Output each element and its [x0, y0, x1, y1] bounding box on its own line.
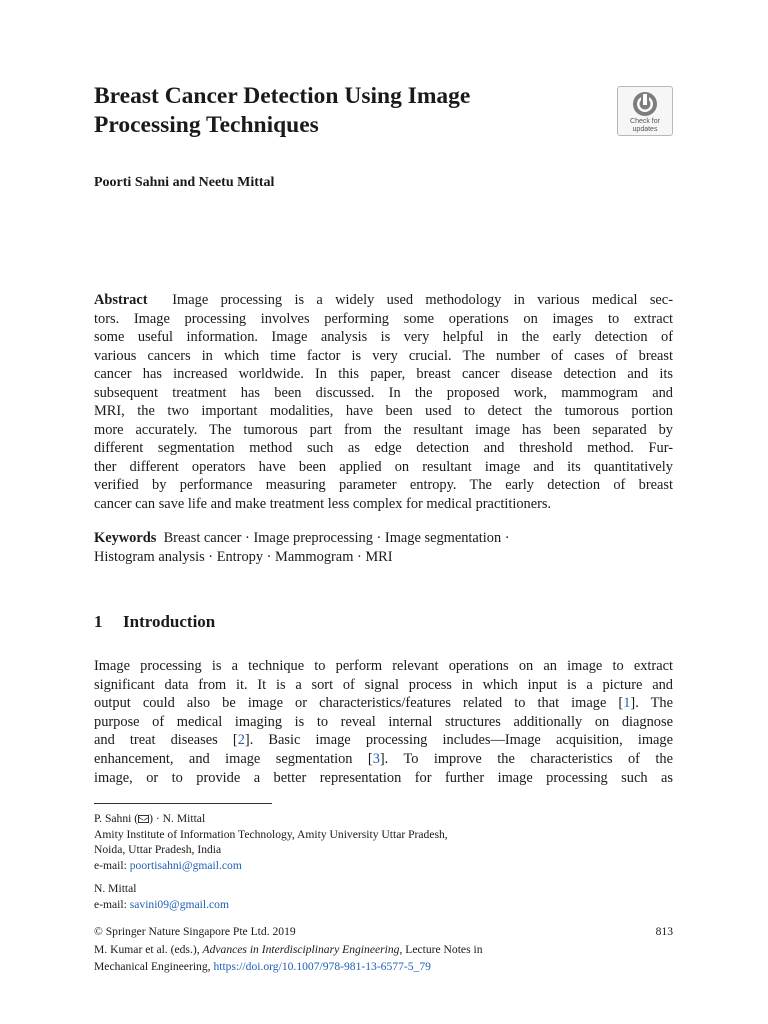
intro-line: image, or to provide a better representation for further image processing such as [94, 769, 673, 786]
abstract-line: Abstract Image processing is a widely used methodology in various medical sec- [94, 292, 673, 308]
intro-line: and treat diseases [2]. Basic image processing includes—Image acquisition, image [94, 732, 673, 749]
abstract-line: tors. Image processing involves performing some operations on images to extract [94, 310, 673, 327]
footnote-divider [94, 803, 272, 804]
intro-line: purpose of medical imaging is to reveal internal structures additionally on diagnose [94, 713, 673, 730]
abstract-line: some useful information. Image analysis is very helpful in the early detection of [94, 329, 673, 345]
abstract-line: cancer can save life and make treatment less complex for medical practitioners. [94, 495, 552, 512]
citation-link-1[interactable]: 1 [623, 695, 631, 712]
intro-line: output could also be image or characteristics/features related to that image [1]. The [94, 695, 673, 712]
section-heading [94, 612, 215, 632]
introduction-text [94, 657, 673, 787]
check-for-updates-badge[interactable] [617, 86, 673, 136]
intro-line: significant data from it. It is a sort of signal process in which input is a picture and [94, 676, 673, 693]
affiliation-line: Amity Institute of Information Technology, Amity University Uttar Pradesh, [94, 827, 448, 841]
abstract-line: cancer has increased worldwide. In this paper, breast cancer disease detection and its [94, 366, 673, 382]
paper-title [94, 82, 574, 140]
intro-line: Image processing is a technique to perform relevant operations on an image to extract [94, 658, 673, 674]
abstract-line: different segmentation method such as edge detection and threshold method. Fur- [94, 440, 673, 456]
abstract-line: verified by performance measuring parameter entropy. The early detection of breast [94, 477, 673, 493]
abstract-line: ther different operators have been applied on resultant image and its quantitatively [94, 458, 673, 475]
abstract-label: Abstract [94, 292, 148, 308]
second-author-name: N. Mittal [94, 882, 137, 895]
crossmark-icon [632, 91, 658, 117]
title-line-1: Breast Cancer Detection Using Image [94, 83, 471, 109]
page-number: 813 [655, 925, 673, 938]
author-footnote: P. Sahni ( ) · N. Mittal Amity Institute of Information Technology, Amity University Uttar Pradesh, Noida, Uttar Pradesh, India e-mail: poortisahni@gmail.com [94, 812, 448, 872]
abstract-line: more accurately. The tumorous part from the resultant image has been separated by [94, 421, 673, 438]
email-link-mittal[interactable]: savini09@gmail.com [129, 897, 229, 911]
keywords-line: Keywords Breast cancer · Image preprocessing · Image segmentation · [94, 530, 510, 546]
abstract-line: various cancers in which time factor is very crucial. The number of cases of breast [94, 347, 673, 364]
affiliation-line: Noida, Uttar Pradesh, India [94, 843, 222, 856]
citation-line: M. Kumar et al. (eds.), Advances in Interdisciplinary Engineering, Lecture Notes in [94, 942, 483, 956]
copyright-notice [94, 923, 483, 976]
abstract-line: MRI, the two important modalities, have been used to detect the tumorous portion [94, 403, 673, 419]
title-line-2: Processing Techniques [94, 112, 319, 138]
authors: Poorti Sahni and Neetu Mittal [94, 175, 275, 190]
section-title: Introduction [123, 612, 216, 631]
keywords-line: Histogram analysis · Entropy · Mammogram · MRI [94, 548, 393, 565]
abstract-line: subsequent treatment has been discussed. In the proposed work, mammogram and [94, 384, 673, 401]
section-number: 1 [94, 612, 103, 631]
abstract [94, 291, 673, 513]
copyright-line: © Springer Nature Singapore Pte Ltd. 2019 [94, 925, 296, 938]
second-author-footnote: N. Mittal e-mail: savini09@gmail.com [94, 882, 229, 911]
citation-link-3[interactable]: 3 [372, 750, 380, 767]
citation-link-2[interactable]: 2 [237, 732, 245, 749]
doi-link[interactable]: https://doi.org/10.1007/978-981-13-6577-5_79 [213, 960, 431, 973]
keywords [94, 529, 673, 566]
envelope-icon [138, 815, 149, 823]
book-title: Advances in Interdisciplinary Engineering [202, 942, 400, 956]
check-for-updates-label: Check for updates [630, 118, 660, 133]
series-line: Mechanical Engineering, https://doi.org/10.1007/978-981-13-6577-5_79 [94, 960, 431, 973]
keywords-label: Keywords [94, 530, 157, 546]
email-link-sahni[interactable]: poortisahni@gmail.com [129, 858, 242, 872]
intro-line: enhancement, and image segmentation [3]. To improve the characteristics of the [94, 750, 673, 767]
